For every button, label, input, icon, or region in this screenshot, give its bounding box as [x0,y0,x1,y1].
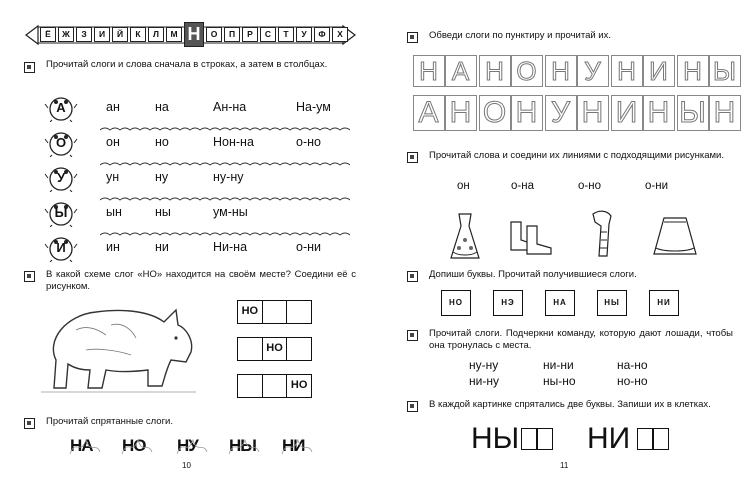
hidden-syllable: НИ [282,436,305,455]
trace-cell: Н [413,55,445,87]
task-marker [407,330,418,341]
trace-cell: Н [445,95,477,131]
scheme-row [237,300,312,324]
letter-fragment: НЭ [493,290,523,316]
task-marker [24,418,35,429]
trace-cell: Н [479,55,511,87]
scribble-mark [280,436,314,458]
command-syllable: ну-ну [469,358,499,372]
alphabet-letter: Т [278,27,294,42]
syllable: На-ум [296,100,331,114]
row-letter: О [55,135,67,150]
trace-cell: Н [545,55,577,87]
task-marker [407,401,418,412]
syllable: Ни-на [213,240,248,254]
command-syllable: ни-ни [543,358,574,372]
syllable: но [155,135,169,149]
syllable: Нон-на [213,135,254,149]
task1-text: Прочитай слоги и слова сначала в строках, а затем в столбцах. [46,59,328,70]
letter-fragment: НО [441,290,471,316]
alphabet-letter: К [130,27,146,42]
hidden-syllable: НО [122,436,146,455]
answer-cell [637,428,653,450]
trace-cell: Н [511,95,543,131]
trace-cell: Н [611,55,643,87]
scheme-cell: НО [238,301,263,323]
trace-cell: О [479,95,511,131]
right-task5-text: В каждой картинке спрятались две буквы. Запиши их в клетках. [429,399,711,410]
word-item: о-но [578,180,601,192]
letter-fragment: НА [545,290,575,316]
scheme-cell [287,301,311,323]
alphabet-letter: С [260,27,276,42]
scribble-mark [120,436,154,458]
scheme-cell [287,338,311,360]
right-page [375,0,750,484]
answer-cell [653,428,669,450]
word-item: он [457,180,470,192]
trace-cell: И [611,95,643,131]
syllable: ан [106,100,120,114]
alphabet-strip [24,22,357,48]
syllable: он [106,135,120,149]
scarf-illustration [587,210,617,260]
boots-illustration [507,218,555,258]
hidden-syllable: НУ [177,436,198,455]
scribble-mark [227,436,261,458]
task-marker [24,271,35,282]
row-letter: У [56,170,66,185]
trace-cell: У [545,95,577,131]
skirt-illustration [650,214,700,260]
trace-cell: Ы [677,95,709,131]
syllable: о-ни [296,240,321,254]
letter-fragment: НИ [649,290,679,316]
scheme-cell: НО [263,338,288,360]
alphabet-letter: Х [332,27,348,42]
task-marker [24,62,35,73]
right-task3-text: Допиши буквы. Прочитай получившиеся слоги. [429,269,637,280]
scheme-cell [263,375,288,397]
syllable: ум-ны [213,205,248,219]
syllable: ин [106,240,120,254]
syllable: на [155,100,169,114]
task-marker [407,152,418,163]
dress-illustration [445,212,485,262]
alphabet-letter: Й [112,27,128,42]
scheme-row [237,374,312,398]
wavy-line [100,120,350,126]
alphabet-letter: И [94,27,110,42]
hidden-letters-picture: НИ [587,422,631,455]
scheme-row [237,337,312,361]
scheme-cell: НО [290,379,308,391]
trace-cell: Н [709,95,741,131]
task3-text: Прочитай спрятанные слоги. [46,416,173,427]
word-item: о-на [511,180,534,192]
syllable: ну [155,170,169,184]
scribble-mark [68,436,102,458]
trace-cell: Н [677,55,709,87]
alphabet-letter: Р [242,27,258,42]
alphabet-letter: П [224,27,240,42]
syllable: ын [106,205,122,219]
syllable: ну-ну [213,170,244,184]
row-letter: И [56,240,66,255]
trace-cell: Н [577,95,609,131]
page-number: 11 [560,461,569,470]
right-task2-text: Прочитай слова и соедини их линиями с подходящими рисунками. [429,150,725,161]
syllable: ун [106,170,120,184]
scheme-cell [238,338,263,360]
trace-cell: Н [643,95,675,131]
trace-cell: У [577,55,609,87]
alphabet-letter: У [296,27,312,42]
wavy-line [100,225,350,231]
syllable: Ан-на [213,100,247,114]
answer-cell [537,428,553,450]
alphabet-letter: Ф [314,27,330,42]
hidden-letters-picture: НЫ [471,422,520,455]
right-task4-text: Прочитай слоги. Подчеркни команду, которую дают лошади, чтобы она тронулась с места. [429,328,733,351]
right-task1-text: Обведи слоги по пунктиру и прочитай их. [429,30,611,41]
alphabet-letter: Н [184,22,204,47]
alphabet-letter: З [76,27,92,42]
scheme-cell [263,301,288,323]
scheme-cell [238,375,263,397]
trace-cell: А [445,55,477,87]
page-number: 10 [182,461,191,470]
trace-cell: А [413,95,445,131]
answer-cell [521,428,537,450]
command-syllable: на-но [617,358,648,372]
alphabet-letter: Ж [58,27,74,42]
wavy-line [100,190,350,196]
trace-cell: О [511,55,543,87]
row-letter: Ы [54,205,68,220]
letter-fragment: НЫ [597,290,627,316]
hidden-syllable: НЫ [229,436,256,455]
row-letter: А [56,100,66,115]
syllable: ны [155,205,171,219]
syllable: о-но [296,135,321,149]
syllable: ни [155,240,169,254]
trace-cell: Ы [709,55,741,87]
alphabet-letter: Ё [40,27,56,42]
word-item: о-ни [645,180,668,192]
scribble-mark [175,436,209,458]
alphabet-letter: О [206,27,222,42]
alphabet-letter: М [166,27,182,42]
task-marker [407,271,418,282]
task2-text: В какой схеме слог «НО» находится на своём месте? Соедини её с рисунком. [46,269,356,292]
task-marker [407,32,418,43]
hidden-syllable: НА [70,436,93,455]
command-syllable: ни-ну [469,374,499,388]
wavy-line [100,155,350,161]
command-syllable: ны-но [543,374,576,388]
trace-cell: И [643,55,675,87]
rhino-illustration [36,300,198,396]
alphabet-letter: Л [148,27,164,42]
command-syllable: но-но [617,374,648,388]
